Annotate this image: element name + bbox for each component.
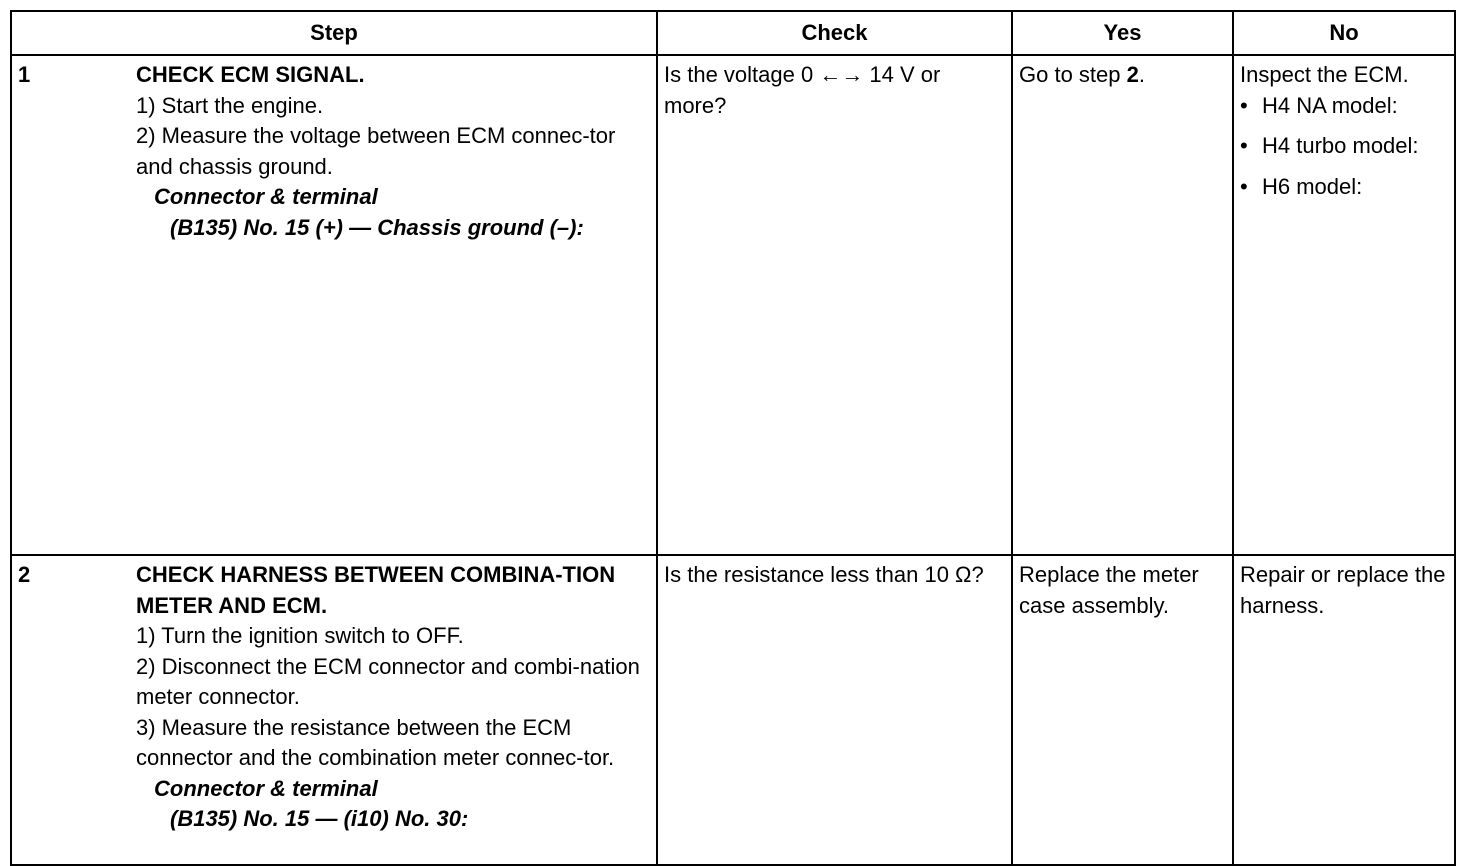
step-item: 1) Start the engine.	[136, 92, 324, 118]
yes-step-ref: 2	[1126, 62, 1139, 87]
step-item: 3) Measure the resistance between the ECM connector and the combination meter connec-tor.	[136, 714, 615, 770]
list-item	[1240, 172, 1448, 203]
list-item	[1240, 131, 1448, 162]
no-bullet-text: H4 NA model:	[1262, 92, 1398, 118]
header-row	[11, 11, 1455, 55]
bullet-icon: •	[1240, 133, 1248, 158]
no-bullet-text: H4 turbo model:	[1262, 133, 1419, 158]
step-title: CHECK ECM SIGNAL.	[136, 62, 365, 87]
check-cell	[657, 55, 1012, 555]
step-item: 2) Measure the voltage between ECM connec-tor and chassis ground.	[136, 123, 616, 179]
check-cell	[657, 555, 1012, 865]
connector-label: Connector & terminal	[154, 184, 378, 209]
header-yes: Yes	[1012, 11, 1233, 55]
header-no: No	[1233, 11, 1455, 55]
check-text: Is the voltage 0 ←→ 14 V or more?	[664, 62, 941, 118]
check-text: Is the resistance less than 10 Ω?	[664, 562, 984, 587]
no-text: Repair or replace the harness.	[1240, 562, 1446, 618]
header-step: Step	[11, 11, 657, 55]
table-row	[11, 55, 1455, 555]
header-check: Check	[657, 11, 1012, 55]
yes-cell	[1012, 55, 1233, 555]
yes-text: Replace the meter case assembly.	[1019, 562, 1199, 618]
no-cell	[1233, 555, 1455, 865]
list-item	[1240, 91, 1448, 122]
yes-prefix: Go to step	[1019, 62, 1127, 87]
step-cell	[11, 55, 657, 555]
yes-text	[1019, 60, 1226, 91]
terminal-spec: (B135) No. 15 — (i10) No. 30:	[170, 806, 469, 831]
terminal-spec: (B135) No. 15 (+) — Chassis ground (–):	[170, 214, 584, 240]
step-number: 1	[18, 62, 31, 87]
yes-cell	[1012, 555, 1233, 865]
step-body	[136, 556, 656, 835]
step-title: CHECK HARNESS BETWEEN COMBINA-TION METER AND ECM.	[136, 562, 616, 618]
bullet-icon: •	[1240, 173, 1248, 199]
step-item: 1) Turn the ignition switch to OFF.	[136, 623, 464, 648]
step-cell	[11, 555, 657, 865]
table-row	[11, 555, 1455, 865]
step-number: 2	[18, 562, 31, 587]
step-item: 2) Disconnect the ECM connector and combi-nation meter connector.	[136, 653, 640, 709]
connector-label: Connector & terminal	[154, 775, 378, 801]
no-intro: Inspect the ECM.	[1240, 62, 1409, 87]
troubleshooting-table	[10, 10, 1456, 866]
no-bullet-text: H6 model:	[1262, 173, 1363, 199]
yes-suffix: .	[1138, 62, 1145, 87]
step-body	[136, 56, 656, 243]
no-cell	[1233, 55, 1455, 555]
bullet-icon: •	[1240, 92, 1248, 118]
